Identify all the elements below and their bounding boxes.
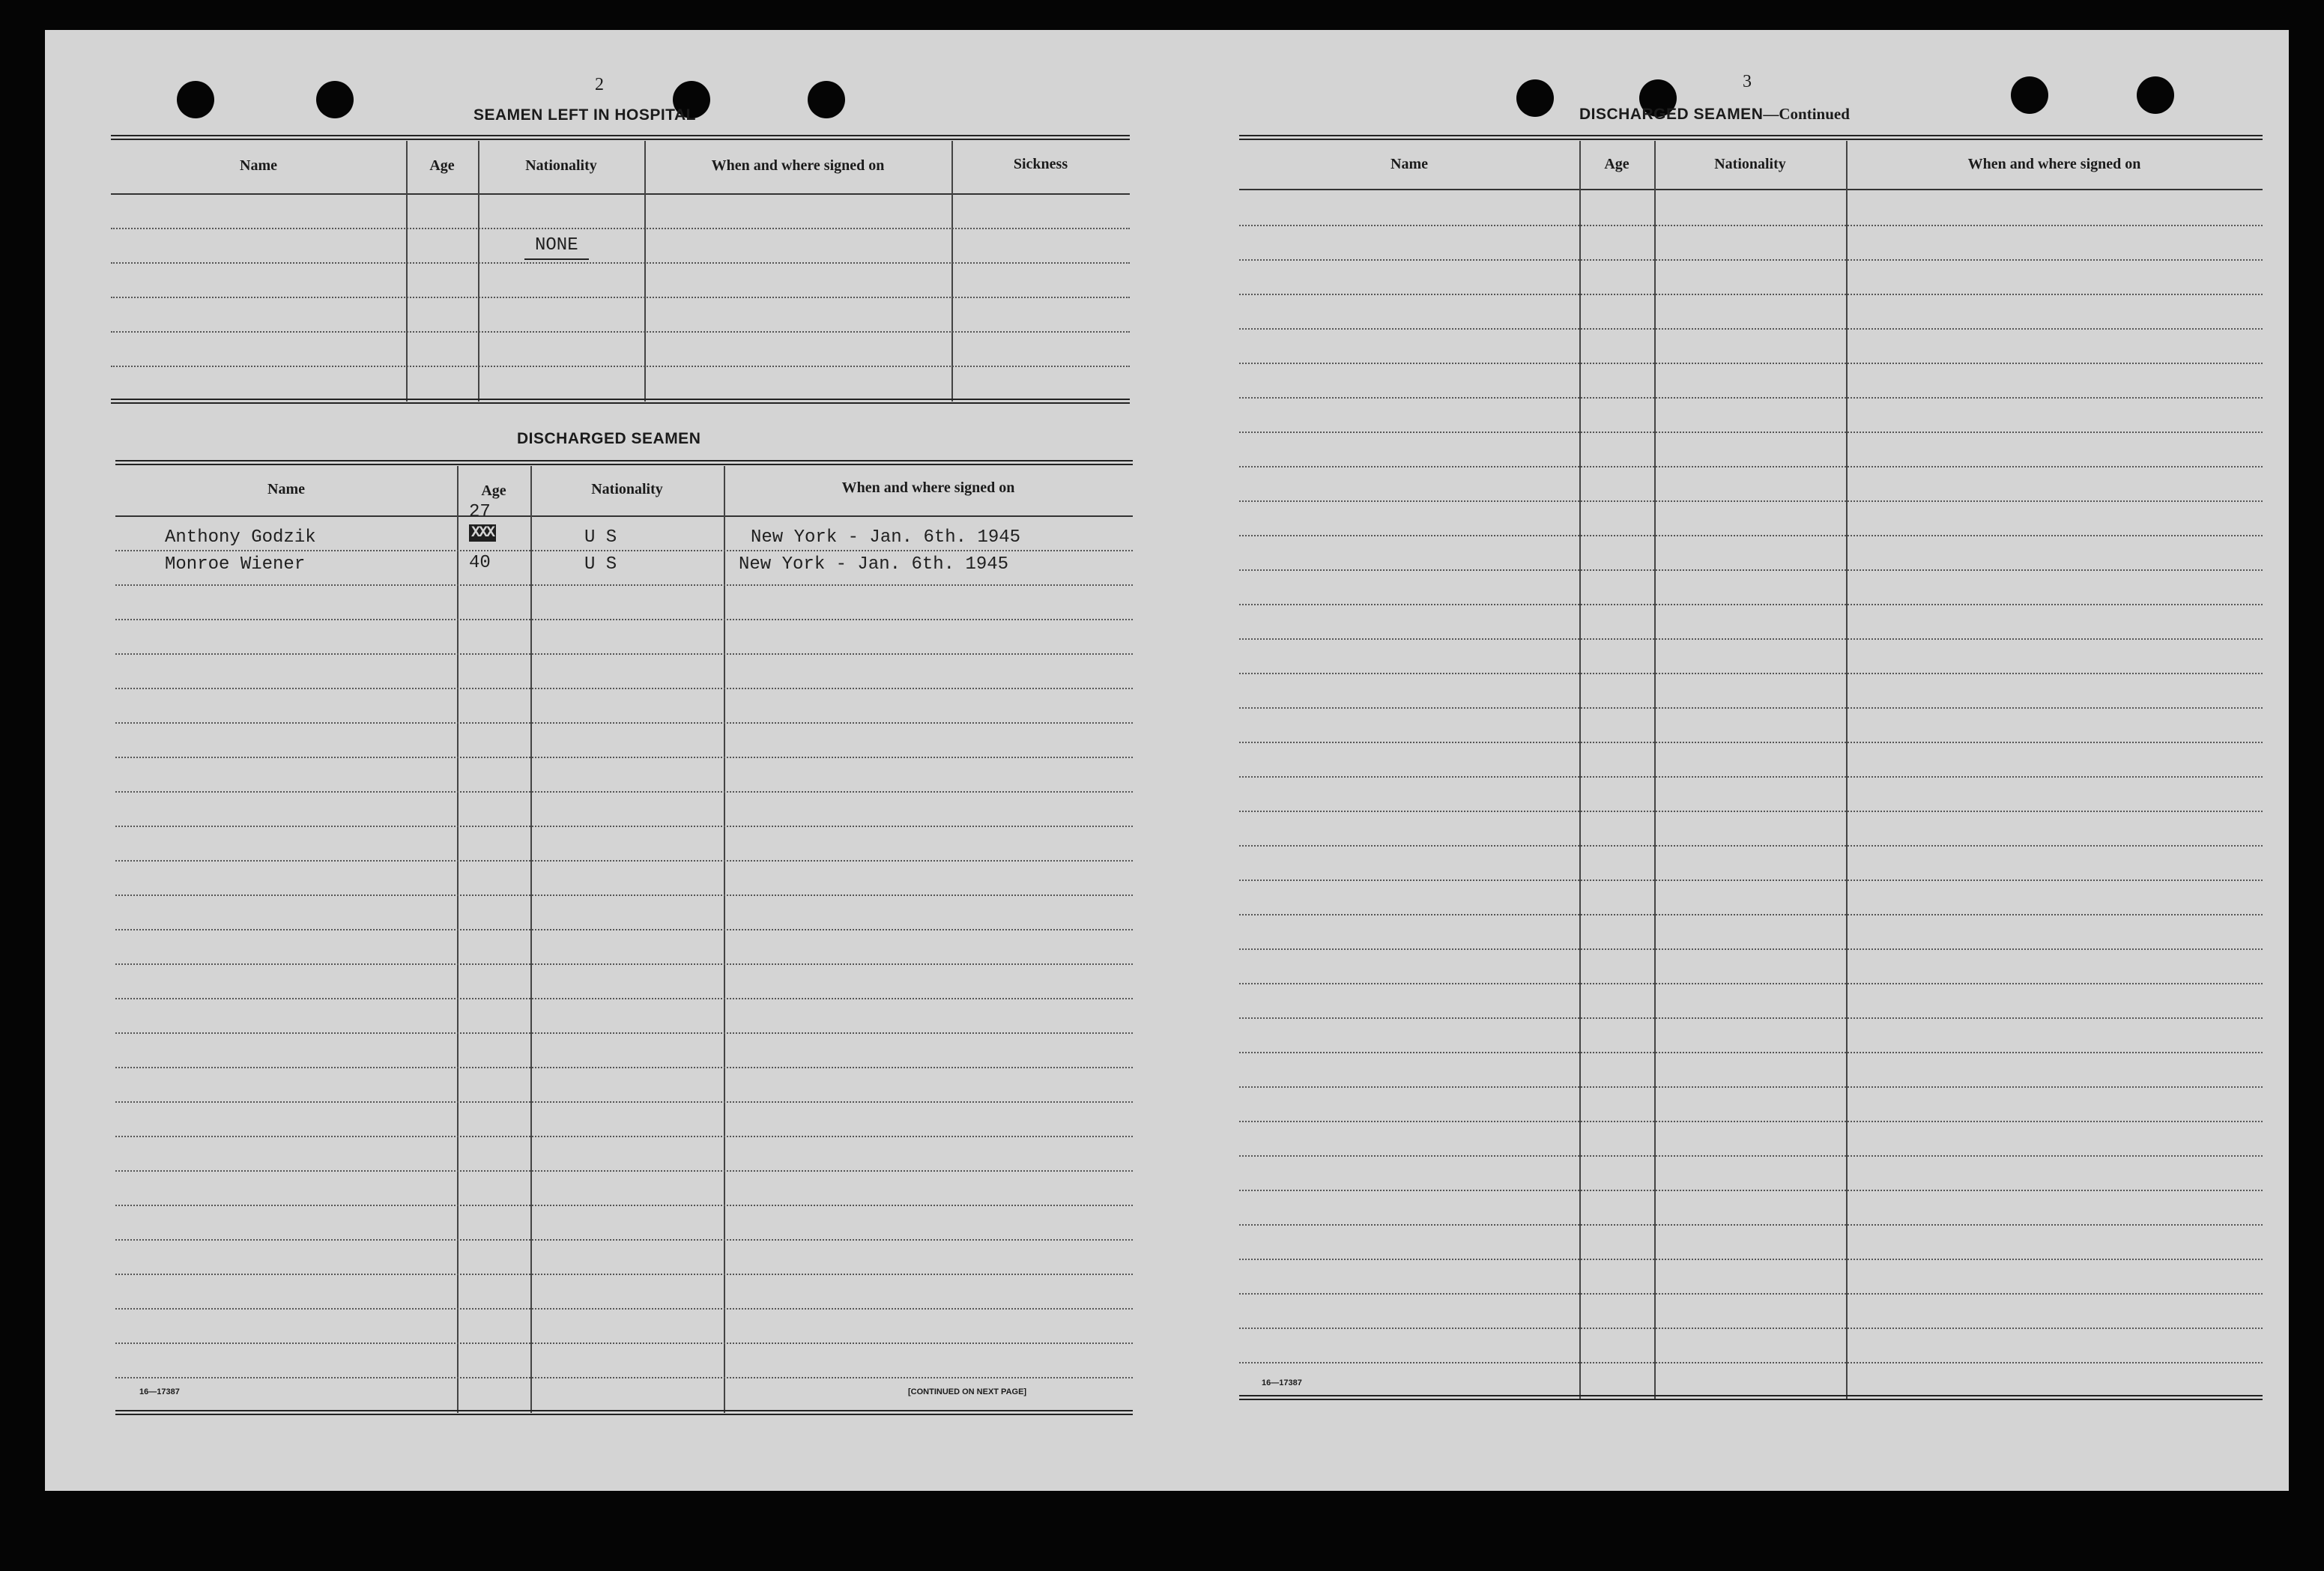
document-sheet [45,30,2289,1491]
table-row-line [115,1170,1133,1172]
punch-hole [1516,79,1554,117]
table-row-line [115,722,1133,724]
table-row-line [1239,432,2263,433]
form-number-right: 16—17387 [1262,1378,1302,1387]
table-row-line [1239,363,2263,364]
table-row-line [115,1343,1133,1344]
hospital-row-line [111,297,1130,298]
discharged-signed-on-cell: New York - Jan. 6th. 1945 [751,527,1021,548]
right-top-rule [1239,135,2263,140]
table-row-line [1239,1362,2263,1363]
table-row-line [1239,1328,2263,1329]
discharged-header-rule [115,515,1133,517]
discharged-name-cell: Anthony Godzik [165,527,316,548]
table-row-line [1239,397,2263,399]
table-row-line [1239,466,2263,467]
table-row-line [115,963,1133,965]
table-row-line [1239,673,2263,674]
table-row-line [1239,1017,2263,1019]
discharged-age-cell: 27 [469,502,491,522]
table-row-line [115,1377,1133,1378]
discharged-signed-on-cell: New York - Jan. 6th. 1945 [739,554,1009,575]
discharged-name-cell: Monroe Wiener [165,554,306,575]
discharged-col-name: Name [267,481,305,497]
right-col-age: Age [1604,156,1629,172]
table-row-line [115,688,1133,689]
discharged-top-rule [115,460,1133,465]
table-row-line [1239,225,2263,226]
punch-hole [2011,76,2048,114]
table-row-line [1239,638,2263,640]
table-row-line [1239,983,2263,984]
right-col-nationality: Nationality [1714,156,1786,172]
page-number-right: 3 [1743,72,1752,91]
column-divider [644,141,646,402]
right-header-rule [1239,189,2263,190]
column-divider [406,141,408,402]
hospital-row-line [111,228,1130,229]
hospital-col-signed-on: When and where signed on [711,157,885,174]
table-row-line [1239,569,2263,571]
column-divider [457,466,459,1413]
hospital-row-line [111,262,1130,264]
table-row-line [1239,328,2263,330]
punch-hole [808,81,845,118]
hospital-section-title: SEAMEN LEFT IN HOSPITAL [473,106,696,124]
table-row-line [1239,1086,2263,1088]
table-row-line [1239,845,2263,847]
column-divider [1579,141,1581,1399]
table-row-line [1239,1259,2263,1260]
table-row-line [115,791,1133,793]
table-row-line [115,584,1133,586]
column-divider [478,141,479,402]
punch-hole [177,81,214,118]
table-row-line [115,1136,1133,1137]
table-row-line [115,998,1133,999]
table-row-line [1239,1155,2263,1157]
table-row-line [1239,776,2263,778]
punch-hole [2137,76,2174,114]
table-row-line [1239,294,2263,295]
table-row-line [115,895,1133,896]
table-row-line [115,619,1133,620]
form-number-left: 16—17387 [139,1387,180,1396]
table-row-line [115,1032,1133,1034]
hospital-header-rule [111,193,1130,195]
table-row-line [115,653,1133,655]
table-row-line [1239,535,2263,536]
table-row-line [115,929,1133,930]
right-bottom-rule [1239,1395,2263,1400]
table-row-line [1239,1293,2263,1295]
table-row-line [115,1239,1133,1241]
table-row-line [115,1067,1133,1068]
hospital-row-line [111,331,1130,333]
hospital-col-nationality: Nationality [525,157,597,174]
hospital-row-line [111,366,1130,367]
continued-note: [CONTINUED ON NEXT PAGE] [908,1387,1027,1396]
hospital-col-name: Name [240,157,277,174]
table-row-line [1239,604,2263,605]
column-divider [951,141,953,402]
table-row-line [1239,259,2263,261]
discharged-nationality-cell: U S [584,554,617,575]
table-row-line [1239,914,2263,915]
table-row-line [115,550,1133,551]
hospital-top-rule [111,135,1130,140]
discharged-continued-title: DISCHARGED SEAMEN—Continued [1579,105,1850,123]
discharged-section-title: DISCHARGED SEAMEN [517,430,701,447]
discharged-col-age: Age [481,482,506,499]
hospital-entry-none: NONE [524,235,589,260]
table-row-line [1239,1190,2263,1191]
discharged-age-cell: 40 [469,553,491,573]
table-row-line [115,860,1133,862]
table-row-line [1239,742,2263,743]
right-col-name: Name [1391,156,1428,172]
table-row-line [1239,1121,2263,1122]
table-row-line [115,757,1133,758]
table-row-line [115,1308,1133,1310]
discharged-nationality-cell: U S [584,527,617,548]
column-divider [724,466,725,1413]
discharged-col-nationality: Nationality [591,481,663,497]
table-row-line [1239,1224,2263,1226]
hospital-bottom-rule [111,399,1130,404]
table-row-line [1239,1052,2263,1053]
table-row-line [115,1101,1133,1103]
table-row-line [1239,811,2263,812]
discharged-col-signed-on: When and where signed on [841,479,1015,496]
column-divider [1846,141,1848,1399]
table-row-line [1239,500,2263,502]
discharged-age-struck-cell: XXX [469,524,496,542]
hospital-col-sickness: Sickness [1013,156,1068,172]
table-row-line [115,826,1133,827]
table-row-line [115,1274,1133,1275]
hospital-col-age: Age [429,157,455,174]
discharged-bottom-rule [115,1410,1133,1415]
column-divider [530,466,532,1413]
punch-hole [316,81,354,118]
table-row-line [1239,880,2263,881]
page-number-left: 2 [595,75,604,94]
right-col-signed-on: When and where signed on [1967,156,2141,172]
column-divider [1654,141,1656,1399]
table-row-line [115,1205,1133,1206]
table-row-line [1239,948,2263,950]
table-row-line [1239,707,2263,709]
